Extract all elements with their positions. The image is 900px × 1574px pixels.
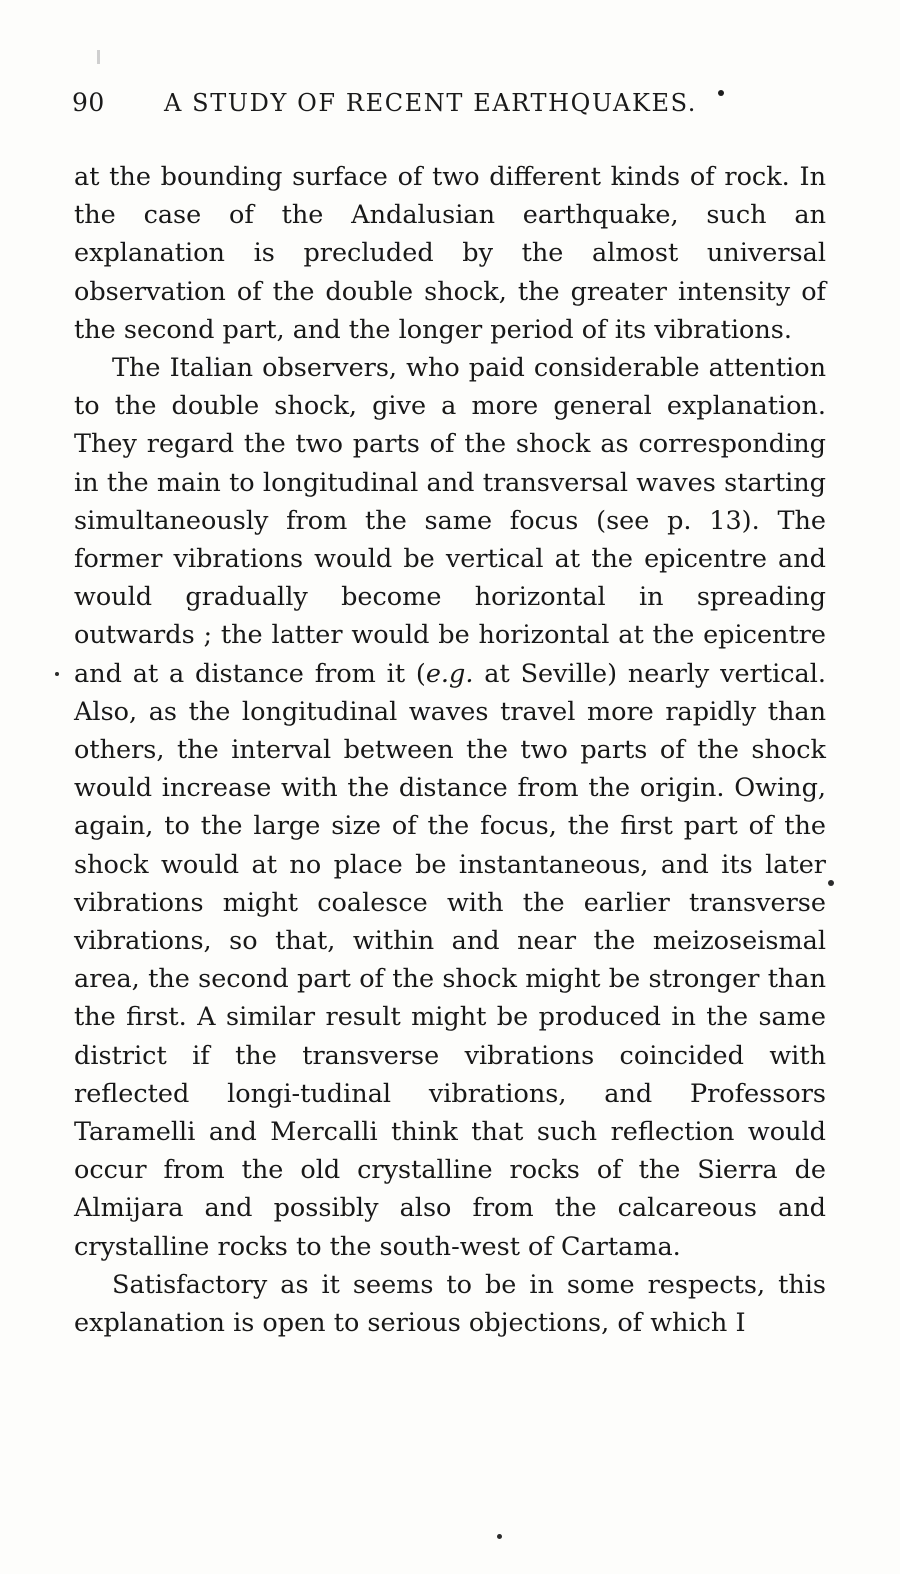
page-header (72, 88, 828, 132)
ink-speck-footer (497, 1534, 502, 1539)
paragraph-1: at the bounding surface of two different kinds of rock. In the case of the Andalusian earthquake, such an explanation is precluded by the almost universal observation of the double shock, the greater intensity of the second part, and the longer period of its vibrations. (74, 162, 826, 345)
margin-mark-top (97, 50, 100, 64)
paragraph-3: Satisfactory as it seems to be in some respects, this explanation is open to serious objections, of which I (74, 1269, 826, 1339)
ink-speck-header (718, 90, 724, 96)
margin-ink-speck-left (55, 672, 59, 676)
body-text (74, 158, 826, 1342)
running-title: A STUDY OF RECENT EARTHQUAKES. (164, 89, 698, 117)
ink-speck-owing (828, 880, 834, 886)
page-number: 90 (72, 88, 105, 117)
paragraph-2: The Italian observers, who paid considerable attention to the double shock, give a more general explanation. They regard the two parts of the shock as corresponding in the main to longitudinal and transversal waves starting simultaneously from the same focus (see p. 13). The former vibrations would be vertical at the epicentre and would gradually become horizontal in spreading outwards ; the latter would be horizontal at the epicentre and at a distance from it (e.g. at Seville) nearly vertical. Also, as the longitudinal waves travel more rapidly than others, the interval between the two parts of the shock would increase with the distance from the origin. Owing, again, to the large size of the focus, the first part of the shock would at no place be instantaneous, and its later vibrations might coalesce with the earlier transverse vibrations, so that, within and near the meizoseismal area, the second part of the shock might be stronger than the first. A similar result might be produced in the same district if the transverse vibrations coincided with reflected longi-tudinal vibrations, and Professors Taramelli and Mercalli think that such reflection would occur from the old crystalline rocks of the Sierra de Almijara and possibly also from the calcareous and crystalline rocks to the south-west of Cartama. (74, 353, 826, 1262)
italic-abbreviation: e.g. (425, 658, 474, 689)
